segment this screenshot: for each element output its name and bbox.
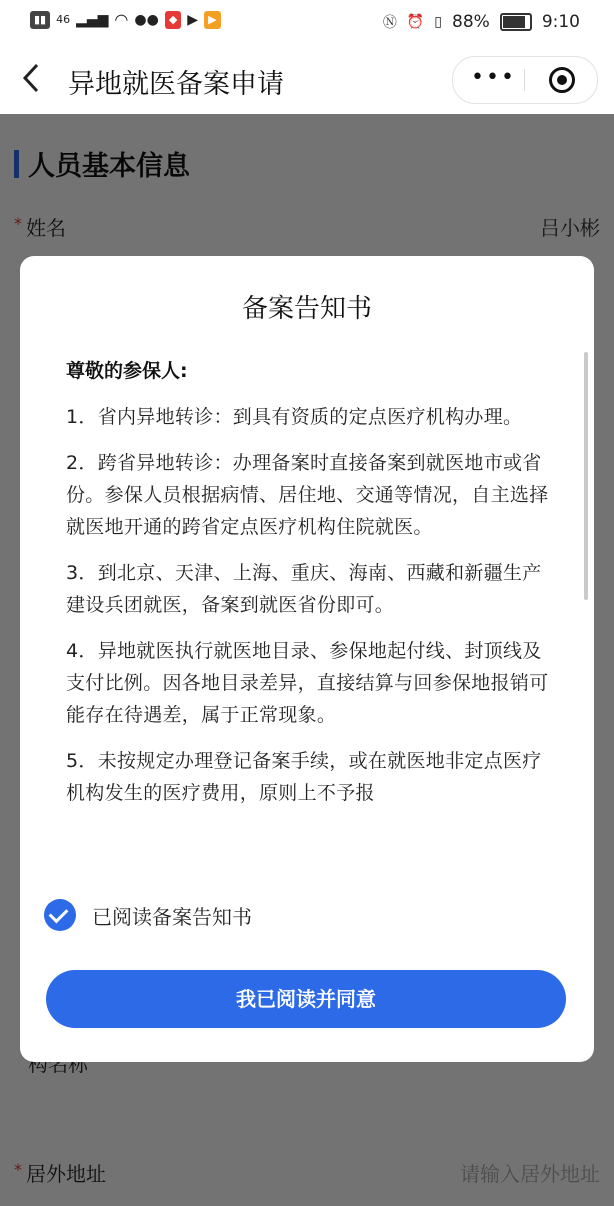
mini-program-capsule (452, 56, 598, 104)
clause-2: 2．跨省异地转诊：办理备案时直接备案到就医地市或省份。参保人员根据病情、居住地、交通等情况，自主选择就医地开通的跨省定点医疗机构住院就医。 (66, 452, 549, 538)
play-icon: ▶ (187, 11, 199, 28)
target-circle-icon[interactable] (549, 67, 575, 93)
clause-3: 3．到北京、天津、上海、重庆、海南、西藏和新疆生产建设兵团就医，备案到就医省份即可。 (66, 562, 542, 616)
agree-button[interactable]: 我已阅读并同意 (46, 970, 566, 1028)
wifi-icon: ◠ (114, 10, 129, 29)
nav-bar (0, 44, 614, 114)
sim-icon: ▮▮ (30, 11, 50, 29)
salutation: 尊敬的参保人: (66, 360, 188, 382)
status-icons-left (30, 10, 221, 29)
battery-icon (500, 13, 532, 31)
nfc-icon: Ⓝ (382, 15, 397, 31)
clause-5: 5．未按规定办理登记备案手续，或在就医地非定点医疗机构发生的医疗费用，原则上不予报 (66, 750, 542, 804)
chevron-left-icon[interactable] (20, 62, 50, 96)
wechat-icon: ●● (134, 11, 159, 28)
notice-modal (20, 256, 594, 1062)
read-confirm-checkbox[interactable] (44, 898, 252, 932)
signal-icon: ▂▄▆ (76, 11, 109, 28)
page-title: 异地就医备案申请 (68, 69, 284, 100)
notice-content[interactable] (66, 350, 560, 846)
scrollbar[interactable] (584, 352, 588, 600)
vibrate-icon: ▯ (434, 14, 443, 30)
signal-text: 46 (56, 13, 71, 26)
clock: 9:10 (541, 12, 580, 32)
video-app-icon: ▶ (204, 11, 220, 29)
checkmark-icon[interactable] (44, 899, 76, 931)
modal-title: 备案告知书 (241, 294, 372, 324)
more-dots-icon[interactable]: ••• (471, 65, 516, 90)
clause-4: 4．异地就医执行就医地目录、参保地起付线、封顶线及支付比例。因各地目录差异，直接结算与回参保地报销可能存在待遇差，属于正常现象。 (66, 640, 549, 726)
clause-1: 1．省内异地转诊：到具有资质的定点医疗机构办理。 (66, 406, 523, 428)
status-icons-right (383, 12, 580, 32)
capsule-divider (524, 69, 525, 91)
alarm-icon: ⏰ (406, 14, 425, 30)
checkbox-label: 已阅读备案告知书 (92, 904, 252, 929)
status-bar (0, 0, 614, 44)
app-notification-icon: ◆ (165, 11, 181, 29)
battery-percent: 88% (452, 12, 490, 32)
